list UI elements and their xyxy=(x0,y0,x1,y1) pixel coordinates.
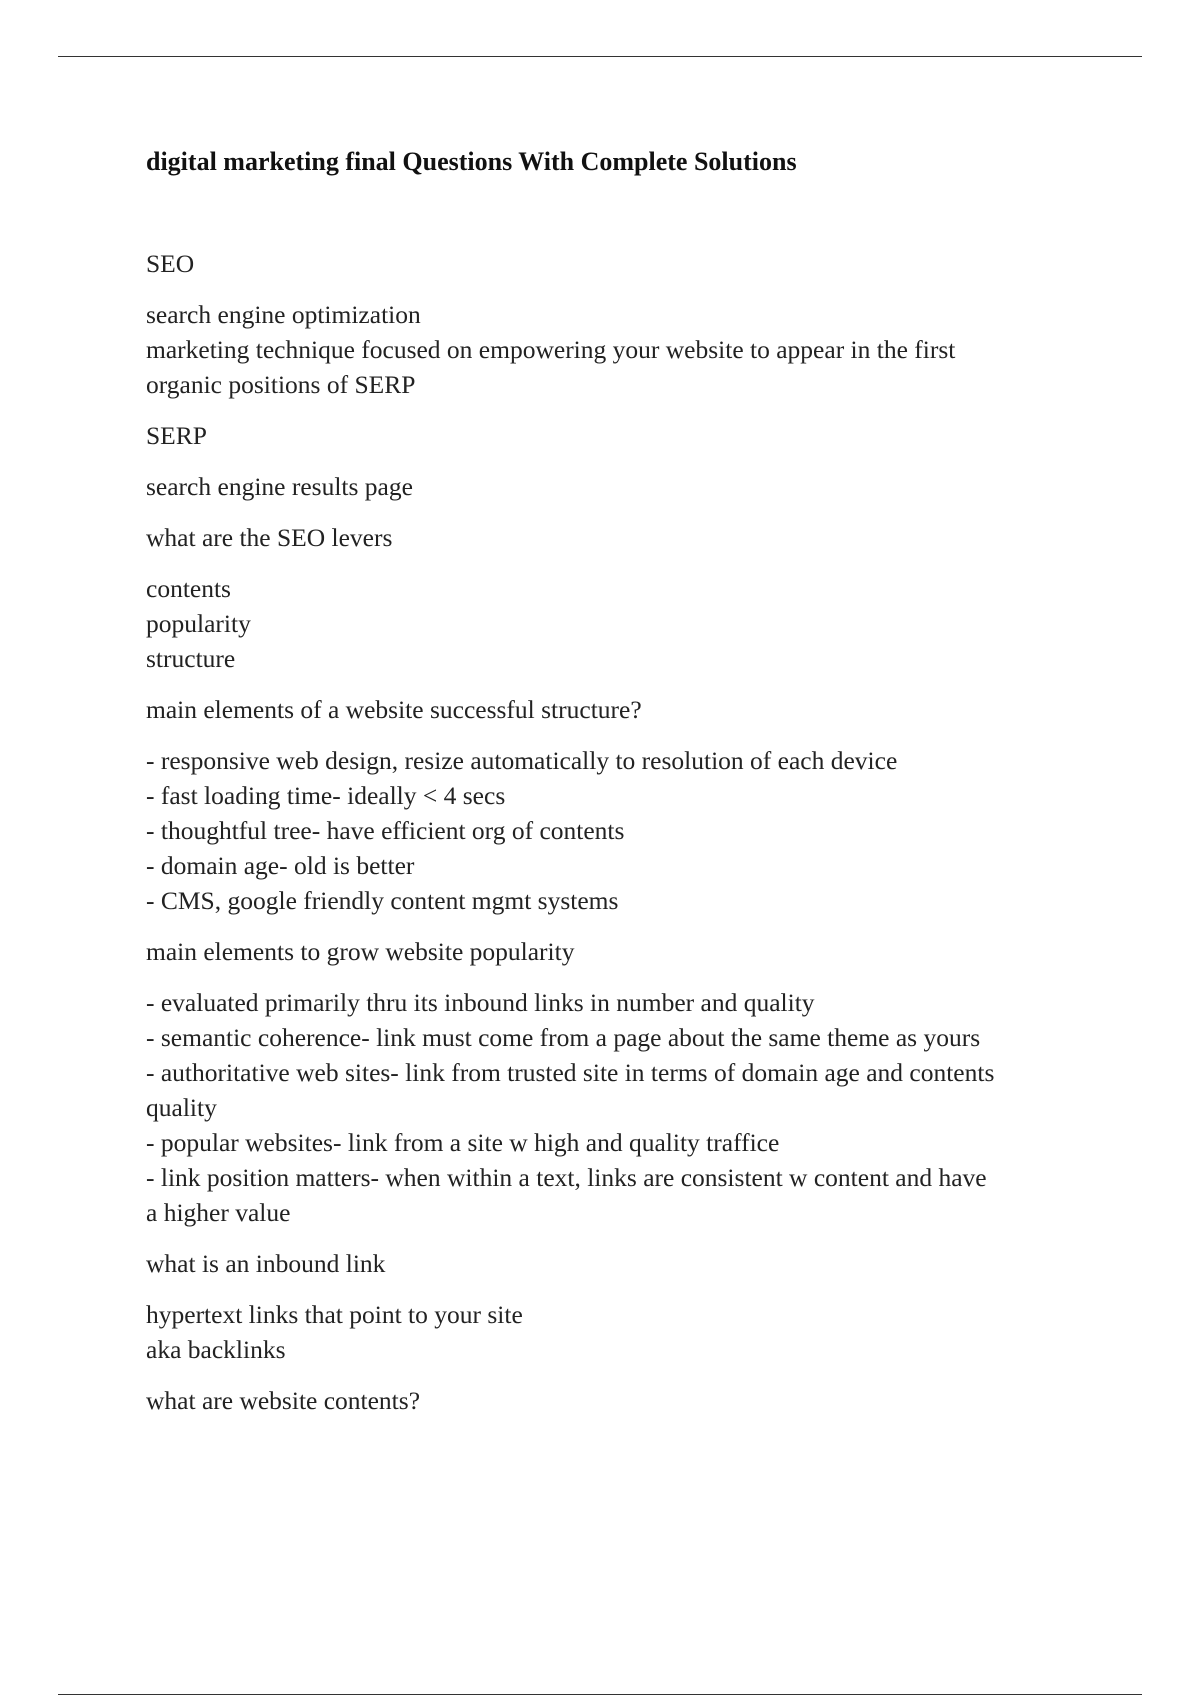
page-title: digital marketing final Questions With Complete Solutions xyxy=(146,147,797,176)
text-line: - domain age- old is better xyxy=(146,851,415,880)
question-block xyxy=(146,418,1106,453)
text-line: main elements to grow website popularity xyxy=(146,937,575,966)
answer-block xyxy=(146,985,1106,1230)
answer-block xyxy=(146,743,1106,918)
text-line: - thoughtful tree- have efficient org of contents xyxy=(146,816,625,845)
text-line: search engine optimization xyxy=(146,300,421,329)
qa-content xyxy=(146,246,1106,1434)
text-line: quality xyxy=(146,1093,217,1122)
text-line: - link position matters- when within a text, links are consistent w content and have xyxy=(146,1163,987,1192)
text-line: - popular websites- link from a site w high and quality traffice xyxy=(146,1128,780,1157)
text-line: search engine results page xyxy=(146,472,413,501)
top-divider xyxy=(58,56,1142,57)
text-line: SEO xyxy=(146,249,195,278)
text-line: what is an inbound link xyxy=(146,1249,386,1278)
text-line: marketing technique focused on empowering your website to appear in the first xyxy=(146,335,956,364)
answer-block xyxy=(146,1297,1106,1367)
question-block xyxy=(146,520,1106,555)
text-line: main elements of a website successful structure? xyxy=(146,695,642,724)
text-line: hypertext links that point to your site xyxy=(146,1300,523,1329)
text-line: - semantic coherence- link must come from a page about the same theme as yours xyxy=(146,1023,981,1052)
text-line: structure xyxy=(146,644,236,673)
text-line: organic positions of SERP xyxy=(146,370,416,399)
question-block xyxy=(146,246,1106,281)
text-line: a higher value xyxy=(146,1198,291,1227)
text-line: aka backlinks xyxy=(146,1335,286,1364)
question-block xyxy=(146,692,1106,727)
text-line: - responsive web design, resize automatically to resolution of each device xyxy=(146,746,898,775)
text-line: SERP xyxy=(146,421,207,450)
answer-block xyxy=(146,297,1106,402)
text-line: popularity xyxy=(146,609,251,638)
text-line: what are website contents? xyxy=(146,1386,421,1415)
text-line: - fast loading time- ideally < 4 secs xyxy=(146,781,506,810)
answer-block xyxy=(146,571,1106,676)
text-line: - evaluated primarily thru its inbound links in number and quality xyxy=(146,988,815,1017)
question-block xyxy=(146,1383,1106,1418)
question-block xyxy=(146,934,1106,969)
text-line: - CMS, google friendly content mgmt systems xyxy=(146,886,619,915)
bottom-divider xyxy=(58,1694,1142,1695)
text-line: - authoritative web sites- link from trusted site in terms of domain age and contents xyxy=(146,1058,995,1087)
question-block xyxy=(146,1246,1106,1281)
text-line: contents xyxy=(146,574,231,603)
answer-block xyxy=(146,469,1106,504)
text-line: what are the SEO levers xyxy=(146,523,393,552)
